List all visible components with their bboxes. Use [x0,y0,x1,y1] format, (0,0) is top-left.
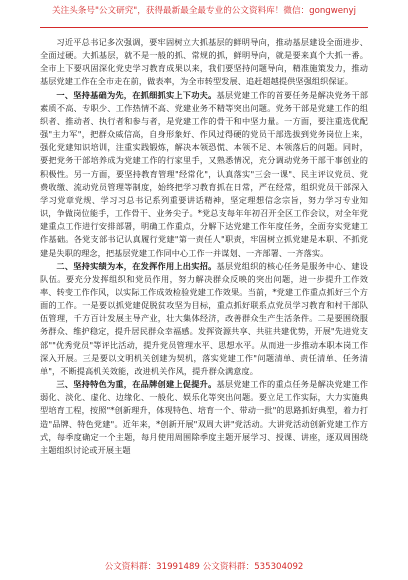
section-1-heading: 一、坚持基础为先，在抓细抓实上下功夫。 [56,89,217,100]
section-2-heading: 二、坚持实绩为本，在发挥作用上出实招。 [56,260,217,271]
header-divider [40,27,368,28]
section-1-text: 基层党建工作的首要任务是解决党务干部素质不高、专职少、工作热情不高、党建业务不精等突出问题。党务干部是党建工作的组织者、推动者、执行者和参与者，是党建工作的骨干和中坚力量。一方面，要注重选优配强"主力军"，把群众威信高，自身形象好、作风过得硬的党员干部选拔到党务岗位上来，强化党建知识培训，注重实践锻炼，解决本领恐慌、本领不足、本领落后的问题。同时，要把党务干部培养成为党建工作的行家里手，又熟悉情况，充分调动党务干部干事创业的积极性。另一方面，要坚持教育管理"经常化"，认真落实"三会一课"、民主评议党员、党费收缴、流动党员管理等制度，始终把学习教育抓在日常，严在经常，组织党员干部深入学习党章党规、学习习总书记系列重要讲话精神，坚定理想信念宗旨，努力学习专业知识，争做岗位能手，工作骨干、业务尖子。*党总支每年年初召开全区工作会议，对全年党建重点工作进行安排部署，明确工作重点，分解下达党建工作年度任务，全面夯实党建工作基础。各党支部书记认真履行党建"第一责任人"职责，牢固树立抓党建是本职、不抓党建是失职的理念，把基层党建工作同中心工作一并谋划、一齐部署、一齐落实。 [40,89,368,258]
page-header-banner: 关注头条号"公文研究"，获得最新最全最专业的公文资料库！微信：gongwenyj [52,6,356,16]
page-footer-banner: 公文资料群：31991489 公文资料群：535304092 [104,562,304,572]
section-1-paragraph [40,89,368,260]
section-3-text: 基层党建工作的重点任务是解决党建工作弱化、淡化、虚化、边缘化、一般化、娱乐化等突出问题。要立足工作实际，大力实施典型培育工程，按照"*创新理升，体现特色、培育一个、带动一批"的思路抓好典型，着力打造"品牌、特色党建"。近年来，*创新开展"双周大讲"党活动。大讲党活动创新党建工作方式，每季度确定一个主题，每月使用周围除季度主题开展学习、授课、讲座，逐双周围绕主题组织讨论或开展主题 [40,379,368,455]
paragraph-text: 习近平总书记多次强调，要牢固树立大抓基层的鲜明导向，推动基层建设全面进步、全面过硬。大抓基层，就不是一般的抓、常规的抓，鲜明导向，就是要来真个大抓一番。全市上下要巩固深化党史学习教育成果以来，我们要坚持问题导向，精准施策发力，推动基层党建工作在全市走在前，做表率，为全市转型发展、追赶超越提供坚强组织保证。 [40,37,368,87]
document-body [40,36,368,457]
section-3-paragraph [40,378,368,457]
section-2-text: 基层党组织的核心任务是服务中心、建设队伍。要充分发挥组织和党员作用，努力解决群众反映的突出问题，进一步提升工作效率、转变工作作风，以实际工作成效检验党建工作效果。当前，*党建工作重点抓好三个方面的工作。一是要以抓党建促脱贫攻坚为目标，重点抓好联系点党员学习教育和村干部队伍管理，千方百计发展主导产业，壮大集体经济，改善群众生产生活条件。二是要围绕服务群众、维护稳定，提升居民群众幸福感。发挥资源共享、共驻共建优势，开展"先进党支部""优秀党员"等评比活动，提升党员管理水平、思想水平。从而进一步推动本职本岗工作深入开展。三是要以文明机关创建为契机，落实党建工作"问题清单、责任清单、任务清单"，不断提高机关效能，改进机关作风，提升群众满意度。 [40,260,368,376]
section-2-paragraph [40,260,368,378]
intro-paragraph [40,36,368,89]
section-3-heading: 三、坚持特色为重，在品牌创建上促提升。 [56,379,217,390]
